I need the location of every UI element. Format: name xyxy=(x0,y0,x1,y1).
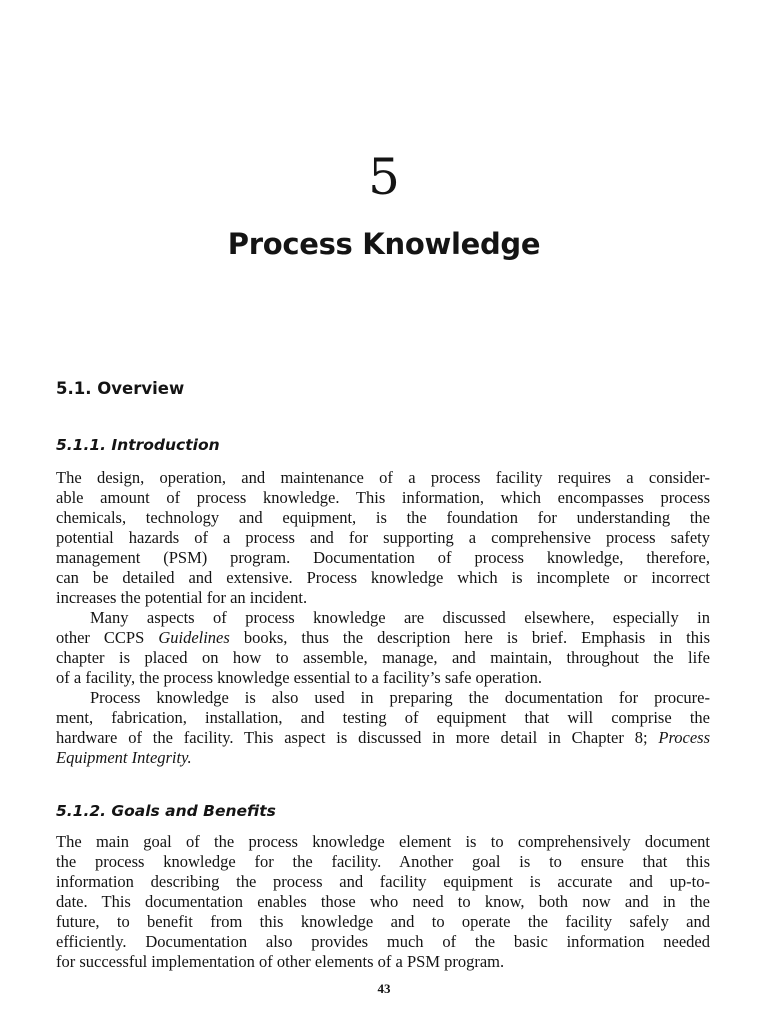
text-line: The design, operation, and maintenance of a process facility requires a consider- xyxy=(56,468,710,487)
text-line: date. This documentation enables those who need to know, both now and in the xyxy=(56,892,710,911)
text-line: potential hazards of a process and for supporting a comprehensive process safety xyxy=(56,528,710,547)
text-fragment: other CCPS xyxy=(56,628,159,647)
text-line: able amount of process knowledge. This information, which encompasses process xyxy=(56,488,710,507)
section-heading-overview: 5.1. Overview xyxy=(56,379,185,398)
text-line xyxy=(56,748,710,768)
text-line-chapter8 xyxy=(56,728,710,748)
text-line: information describing the process and facility equipment is accurate and up-to- xyxy=(56,872,710,891)
text-line: future, to benefit from this knowledge and to operate the facility safely and xyxy=(56,912,710,931)
text-line: management (PSM) program. Documentation of process knowledge, therefore, xyxy=(56,548,710,567)
chapter-number: 5 xyxy=(368,148,400,206)
goals-text xyxy=(56,832,710,972)
subsection-heading-introduction: 5.1.1. Introduction xyxy=(56,436,220,454)
italic-title-process: Process xyxy=(658,728,710,747)
text-line-ccps xyxy=(56,628,710,648)
text-line: the process knowledge for the facility. Another goal is to ensure that this xyxy=(56,852,710,871)
italic-title-equipment-integrity: Equipment Integrity. xyxy=(56,748,192,767)
text-line: efficiently. Documentation also provides much of the basic information needed xyxy=(56,932,710,951)
text-fragment: hardware of the facility. This aspect is discussed in more detail in Chapter 8; xyxy=(56,728,659,747)
text-fragment: books, thus the description here is brief. Emphasis in this xyxy=(229,628,710,647)
text-line: increases the potential for an incident. xyxy=(56,588,308,607)
text-line: of a facility, the process knowledge essential to a facility’s safe operation. xyxy=(56,668,542,687)
text-line: Many aspects of process knowledge are discussed elsewhere, especially in xyxy=(90,608,710,627)
subsection-heading-goals: 5.1.2. Goals and Benefits xyxy=(56,802,276,820)
text-line: The main goal of the process knowledge element is to comprehensively document xyxy=(56,832,710,851)
text-line: can be detailed and extensive. Process knowledge which is incomplete or incorrect xyxy=(56,568,710,587)
page-number: 43 xyxy=(377,981,391,996)
text-line: for successful implementation of other elements of a PSM program. xyxy=(56,952,505,971)
text-line: chemicals, technology and equipment, is the foundation for understanding the xyxy=(56,508,710,527)
introduction-text xyxy=(56,468,710,768)
text-line: chapter is placed on how to assemble, manage, and maintain, throughout the life xyxy=(56,648,710,667)
text-line: ment, fabrication, installation, and testing of equipment that will comprise the xyxy=(56,708,710,727)
italic-title-guidelines: Guidelines xyxy=(158,628,230,647)
chapter-title: Process Knowledge xyxy=(227,227,541,261)
text-line: Process knowledge is also used in preparing the documentation for procure- xyxy=(90,688,710,707)
